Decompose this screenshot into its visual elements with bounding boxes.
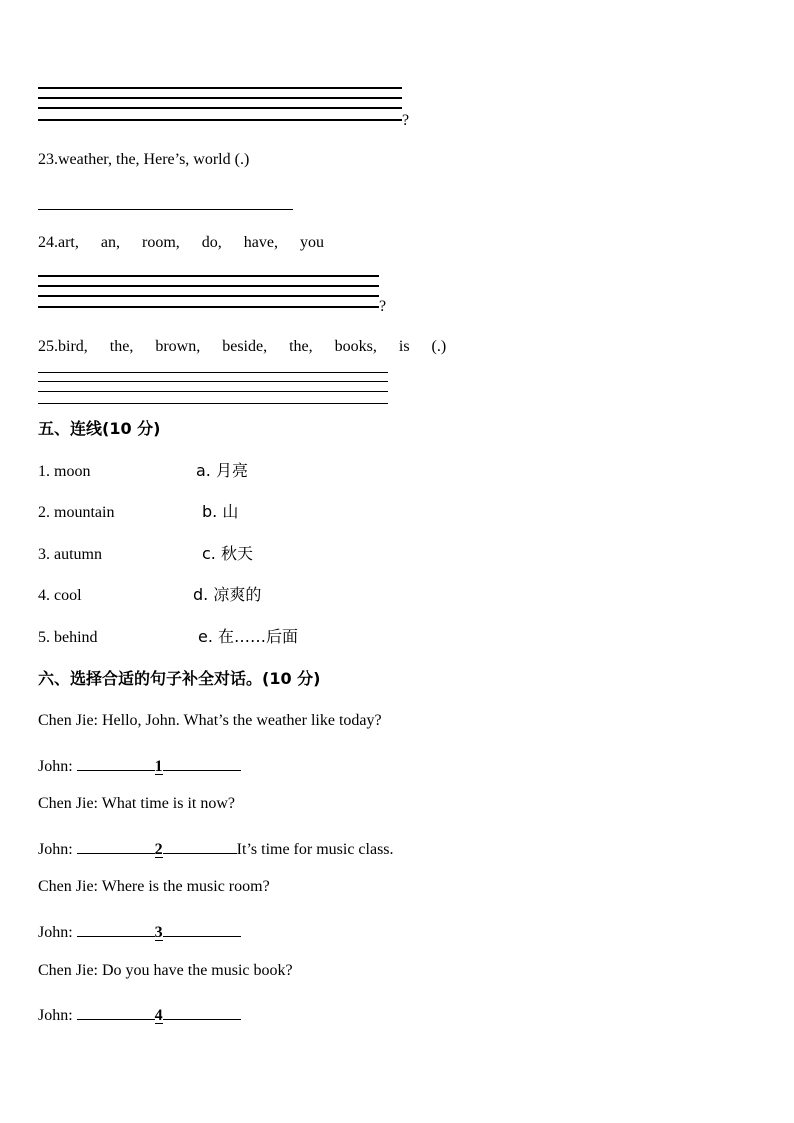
answer-line xyxy=(38,285,379,287)
speaker: John: xyxy=(38,841,73,858)
q24-word: an, xyxy=(100,234,120,251)
speaker: John: xyxy=(38,924,73,941)
answer-blank[interactable] xyxy=(77,838,155,854)
q24-end-mark: ? xyxy=(379,298,387,315)
dialogue-text: What time is it now? xyxy=(101,795,236,812)
answer-line xyxy=(38,119,402,121)
dialogue-line xyxy=(38,1004,241,1024)
answer-line xyxy=(38,107,402,109)
answer-blank[interactable] xyxy=(163,1004,241,1020)
dialogue-text: Hello, John. What’s the weather like today? xyxy=(102,712,382,729)
answer-blank[interactable] xyxy=(77,755,155,771)
speaker: John: xyxy=(38,758,73,775)
answer-blank[interactable] xyxy=(163,921,241,937)
q25-number: 25. xyxy=(38,338,58,355)
section6-heading: 六、选择合适的句子补全对话。(10 分) xyxy=(38,669,321,688)
dialogue-line xyxy=(38,838,394,858)
match-left-item[interactable]: 2. mountain xyxy=(38,504,115,521)
dialogue-line xyxy=(38,921,241,941)
q24-word: do, xyxy=(201,234,222,251)
answer-line xyxy=(38,295,379,297)
dialogue-line xyxy=(38,755,241,775)
answer-line xyxy=(38,306,379,308)
dialogue-line xyxy=(38,963,293,979)
speaker: Chen Jie: xyxy=(38,878,98,895)
speaker: Chen Jie: xyxy=(38,795,98,812)
dialogue-line xyxy=(38,879,270,895)
match-left-item[interactable]: 5. behind xyxy=(38,629,98,646)
q23-answer-line[interactable] xyxy=(38,209,293,210)
blank-number: 1 xyxy=(154,758,163,775)
q25-word: brown, xyxy=(155,338,201,355)
answer-blank[interactable] xyxy=(163,838,237,854)
section5-heading: 五、连线(10 分) xyxy=(38,419,161,438)
q24-prompt xyxy=(38,235,346,251)
q24-word: have, xyxy=(243,234,278,251)
dialogue-text: Do you have the music book? xyxy=(102,962,293,979)
q24-number: 24. xyxy=(38,234,58,251)
dialogue-text: Where is the music room? xyxy=(101,878,270,895)
answer-blank[interactable] xyxy=(77,1004,155,1020)
match-right-item[interactable]: b. 山 xyxy=(202,502,239,521)
blank-number: 4 xyxy=(154,1007,163,1024)
match-right-item[interactable]: d. 凉爽的 xyxy=(193,585,262,604)
q23-prompt: 23.weather, the, Here’s, world (.) xyxy=(38,151,250,168)
q25-word: (.) xyxy=(431,338,447,355)
match-right-item[interactable]: c. 秋天 xyxy=(202,544,253,563)
speaker: Chen Jie: xyxy=(38,712,98,729)
answer-line xyxy=(38,381,388,382)
dialogue-line xyxy=(38,796,235,812)
answer-line xyxy=(38,275,379,277)
answer-blank[interactable] xyxy=(163,755,241,771)
q25-word: the, xyxy=(289,338,313,355)
dialogue-line xyxy=(38,713,382,729)
match-right-item[interactable]: e. 在……后面 xyxy=(198,627,299,646)
q25-word: is xyxy=(398,338,410,355)
blank-number: 2 xyxy=(154,841,163,858)
q25-word: bird, xyxy=(58,338,88,355)
answer-line xyxy=(38,391,388,392)
answer-line xyxy=(38,372,388,373)
q25-word: the, xyxy=(109,338,134,355)
answer-line xyxy=(38,97,402,99)
blank-number: 3 xyxy=(154,924,163,941)
match-left-item[interactable]: 3. autumn xyxy=(38,546,102,563)
answer-line xyxy=(38,87,402,89)
answer-blank[interactable] xyxy=(77,921,155,937)
answer-line xyxy=(38,403,388,404)
q22-end-mark: ? xyxy=(402,112,410,129)
match-left-item[interactable]: 4. cool xyxy=(38,587,82,604)
q24-word: you xyxy=(299,234,324,251)
speaker: John: xyxy=(38,1007,73,1024)
match-right-item[interactable]: a. 月亮 xyxy=(196,461,248,480)
speaker: Chen Jie: xyxy=(38,962,98,979)
q25-prompt xyxy=(38,339,446,355)
q25-word: books, xyxy=(334,338,377,355)
q24-word: art, xyxy=(58,234,79,251)
dialogue-text: It’s time for music class. xyxy=(236,841,394,858)
q24-word: room, xyxy=(141,234,180,251)
q25-word: beside, xyxy=(222,338,268,355)
match-left-item[interactable]: 1. moon xyxy=(38,463,91,480)
